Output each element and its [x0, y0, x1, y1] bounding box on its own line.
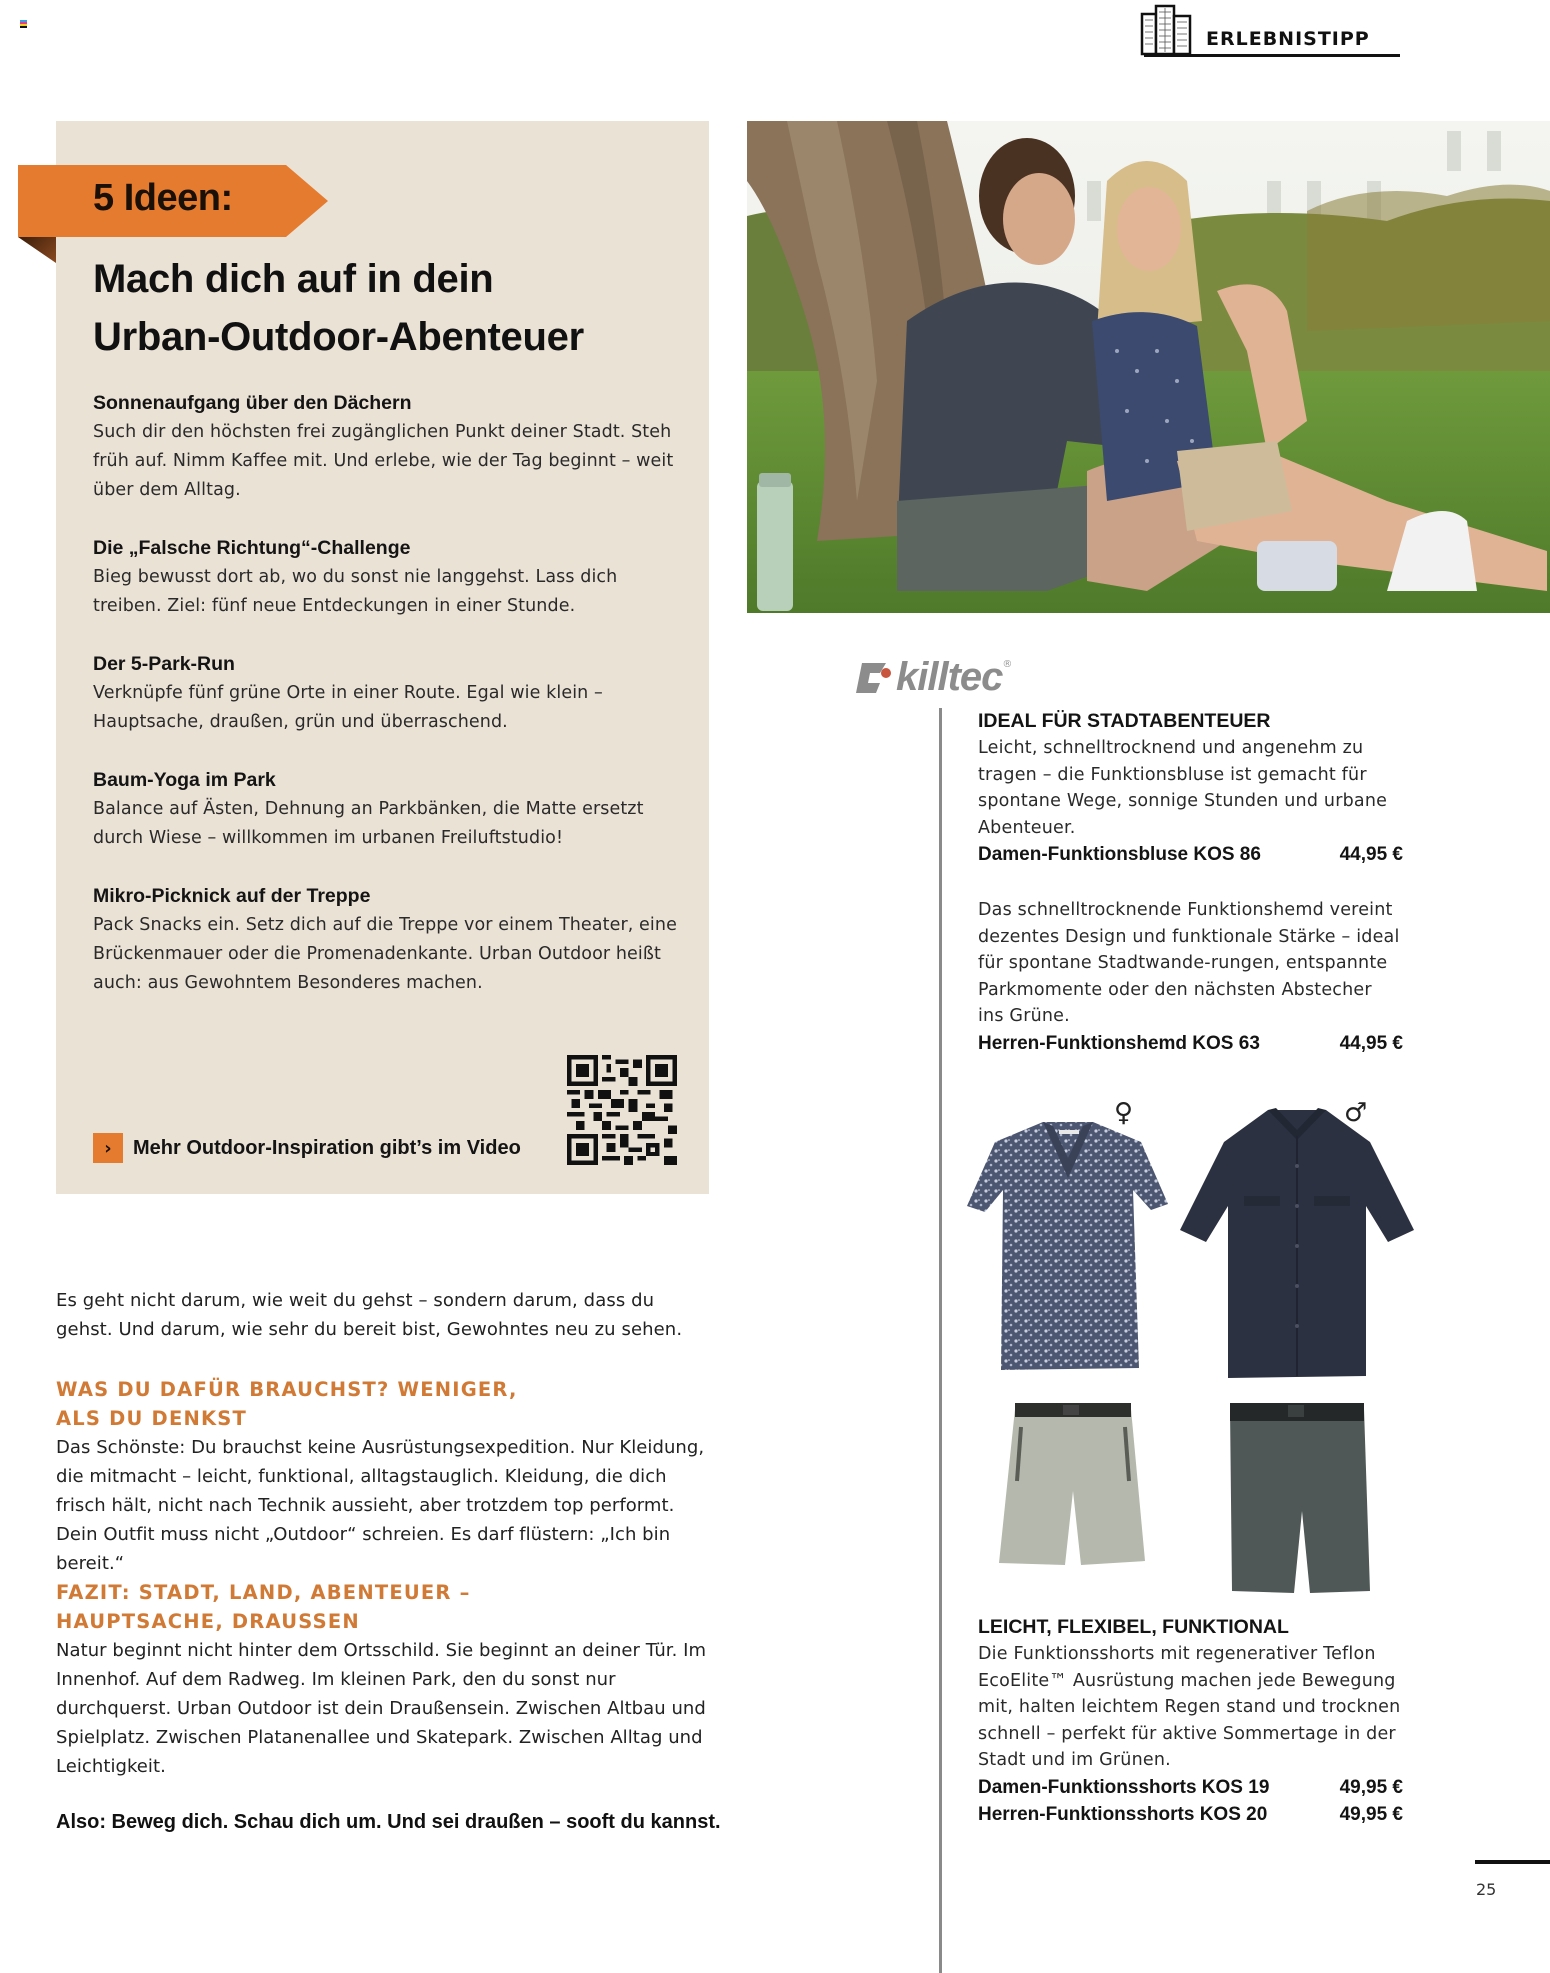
idea-title: Der 5-Park-Run — [93, 653, 235, 675]
killtec-mark-icon — [856, 661, 892, 695]
product-heading: IDEAL FÜR STADTABENTEUER — [978, 710, 1271, 732]
section-body: Natur beginnt nicht hinter dem Ortsschild. Sie beginnt an deiner Tür. Im Innenhof. Auf dem Radweg. Im kleinen Park, den du sonst nur durchquerst. Urban Outdoor ist dein Draußensein. Zwischen Altbau und Spielplatz. Zwischen Platanenallee und Skatepark. Zwischen Alltag und Leichtigkeit. — [56, 1640, 707, 1777]
men-shirt-image — [1180, 1106, 1414, 1382]
product-description: Leicht, schnelltrocknend und angenehm zu tragen – die Funktionsbluse ist gemacht für spontane Wege, sonnige Stunden und urbane Abenteuer. — [978, 738, 1388, 838]
ideas-ribbon — [18, 165, 328, 237]
idea-item — [93, 389, 683, 505]
female-symbol-icon: ♀ — [1114, 1098, 1134, 1128]
product-description: Das schnelltrocknende Funktionshemd vereint dezentes Design und funktionale Stärke – ideal für spontane Stadtwande-rungen, entspannte Parkmomente oder den nächsten Abstecher ins Grüne. — [978, 900, 1400, 1026]
product-price: 49,95 € — [1339, 1776, 1403, 1798]
section-heading-line2: ALS DU DENKST — [56, 1407, 248, 1430]
idea-item — [93, 766, 683, 853]
product-price-row — [978, 1801, 1403, 1828]
idea-text: Bieg bewusst dort ab, wo du sonst nie langgehst. Lass dich treiben. Ziel: fünf neue Entdeckungen in einer Stunde. — [93, 567, 618, 616]
section-heading-line1: WAS DU DAFÜR BRAUCHST? WENIGER, — [56, 1378, 518, 1401]
product-price-row — [978, 841, 1403, 868]
women-shorts-image — [997, 1401, 1149, 1569]
men-shorts-image — [1222, 1401, 1372, 1597]
brand-name: killtec — [896, 655, 1003, 699]
section-label: ERLEBNISTIPP — [1206, 28, 1370, 50]
idea-title: Sonnenaufgang über den Dächern — [93, 392, 412, 414]
section-underline — [1144, 54, 1400, 57]
skyscraper-icon — [1140, 2, 1200, 58]
ideas-title-line2: Urban-Outdoor-Abenteuer — [93, 315, 584, 359]
ideas-title — [93, 250, 693, 366]
idea-title: Mikro-Picknick auf der Treppe — [93, 885, 371, 907]
product-description: Die Funktionsshorts mit regenerativer Teflon EcoElite™ Ausrüstung machen jede Bewegung mit, halten leichtem Regen stand und trocknen schnell – perfekt für aktive Sommertage in der Stadt und im Grünen. — [978, 1644, 1401, 1770]
qr-code-icon[interactable] — [567, 1055, 677, 1165]
article-intro: Es geht nicht darum, wie weit du gehst – sondern darum, dass du gehst. Und darum, wie sehr du bereit bist, Gewohntes neu zu sehen. — [56, 1290, 683, 1340]
women-blouse-image — [963, 1118, 1173, 1373]
article-section-equipment — [56, 1375, 721, 1578]
page-number-rule — [1475, 1860, 1550, 1864]
section-heading-line2: HAUPTSACHE, DRAUSSEN — [56, 1610, 360, 1633]
column-divider — [939, 708, 942, 1973]
product-block-shorts — [978, 1614, 1403, 1828]
photo-illustration — [747, 121, 1550, 613]
idea-text: Balance auf Ästen, Dehnung an Parkbänken, die Matte ersetzt durch Wiese – willkommen im urbanen Freiluftstudio! — [93, 799, 644, 848]
ideas-title-line1: Mach dich auf in dein — [93, 257, 494, 301]
product-price-row — [978, 1030, 1403, 1057]
product-block-blouse — [978, 708, 1403, 868]
idea-text: Such dir den höchsten frei zugänglichen Punkt deiner Stadt. Steh früh auf. Nimm Kaffee mit. Und erlebe, wie der Tag beginnt – weit über dem Alltag. — [93, 422, 674, 500]
idea-item — [93, 882, 683, 998]
product-heading: LEICHT, FLEXIBEL, FUNKTIONAL — [978, 1616, 1289, 1638]
article-closing: Also: Beweg dich. Schau dich um. Und sei draußen – sooft du kannst. — [56, 1811, 721, 1833]
product-name: Herren-Funktionsshorts KOS 20 — [978, 1803, 1268, 1825]
idea-item — [93, 650, 683, 737]
couple-in-park-photo — [747, 121, 1550, 613]
product-price: 44,95 € — [1339, 844, 1403, 865]
page-number: 25 — [1476, 1880, 1497, 1899]
idea-item — [93, 534, 683, 621]
killtec-logo — [856, 655, 1012, 700]
section-badge — [1140, 2, 1402, 58]
product-price-row — [978, 1774, 1403, 1801]
print-registration-mark — [20, 20, 27, 28]
idea-title: Baum-Yoga im Park — [93, 769, 276, 791]
ribbon-fold — [18, 237, 56, 263]
product-block-shirt — [978, 897, 1403, 1057]
idea-text: Verknüpfe fünf grüne Orte in einer Route. Egal wie klein – Hauptsache, draußen, grün und überraschend. — [93, 683, 603, 732]
idea-title: Die „Falsche Richtung“-Challenge — [93, 537, 411, 559]
ribbon-label: 5 Ideen: — [93, 177, 233, 219]
section-heading — [56, 1375, 721, 1433]
product-price: 44,95 € — [1339, 1032, 1403, 1054]
video-link[interactable] — [93, 1133, 521, 1163]
video-link-label: Mehr Outdoor-Inspiration gibt’s im Video — [133, 1136, 521, 1159]
article-section-conclusion — [56, 1578, 721, 1781]
product-price: 49,95 € — [1339, 1803, 1403, 1825]
section-heading — [56, 1578, 721, 1636]
male-symbol-icon: ♂ — [1344, 1098, 1368, 1128]
product-name: Damen-Funktionsbluse KOS 86 — [978, 844, 1261, 865]
chevron-right-icon: › — [93, 1133, 123, 1163]
product-name: Damen-Funktionsshorts KOS 19 — [978, 1776, 1270, 1798]
idea-text: Pack Snacks ein. Setz dich auf die Treppe vor einem Theater, eine Brückenmauer oder die Promenadenkante. Urban Outdoor heißt auch: aus Gewohntem Besonderes machen. — [93, 915, 677, 993]
section-heading-line1: FAZIT: STADT, LAND, ABENTEUER – — [56, 1581, 471, 1604]
product-name: Herren-Funktionshemd KOS 63 — [978, 1032, 1260, 1054]
section-body: Das Schönste: Du brauchst keine Ausrüstungsexpedition. Nur Kleidung, die mitmacht – leicht, funktional, alltagstauglich. Kleidung, die dich frisch hält, nicht nach Technik aussieht, aber trotzdem top performt. Dein Outfit muss nicht „Outdoor“ schreien. Es darf flüstern: „Ich bin bereit.“ — [56, 1437, 705, 1574]
ideas-list — [93, 389, 683, 1027]
registered-mark: ® — [1002, 659, 1013, 670]
